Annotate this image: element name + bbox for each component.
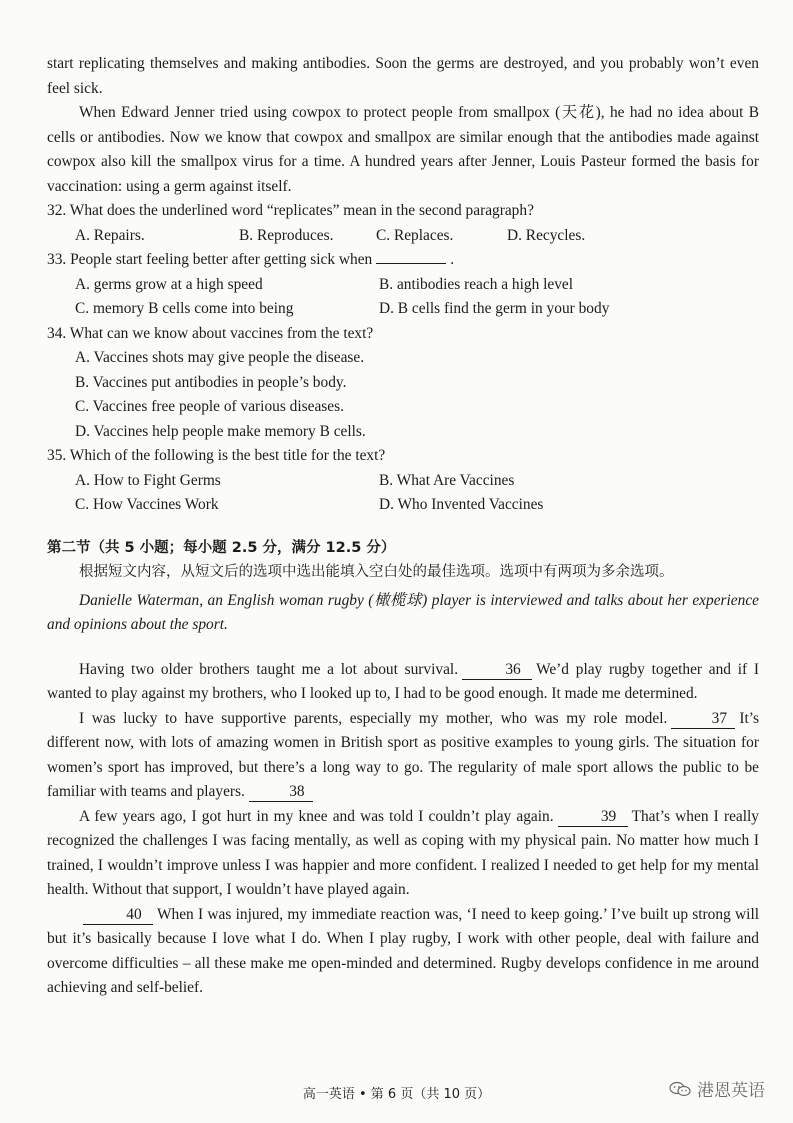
blank-36[interactable]: 36 xyxy=(462,661,532,680)
option-b[interactable]: B. Vaccines put antibodies in people’s body. xyxy=(75,373,347,391)
paragraph-text: It’s different now, with lots of amazing women in British sport as positive examples to young girls. The situation for women’s sport has improved, but there’s a long way to go. The regularity of male sport allows the public to be familiar with teams and players. xyxy=(47,709,759,800)
passage-paragraph-2 xyxy=(47,707,759,805)
paragraph-text: When I was injured, my immediate reaction was, ‘I need to keep going.’ I’ve built up strong will but it’s basically because I love what I do. When I play rugby, I work with other people, deal with failure and overcome difficulties – all these make me open-minded and determined. Rugby develops confidence in me around achieving and self-belief. xyxy=(47,905,759,996)
question-33 xyxy=(47,248,759,322)
options-row xyxy=(47,297,759,322)
question-32 xyxy=(47,199,759,248)
options-row xyxy=(47,469,759,494)
section-instructions: 根据短文内容，从短文后的选项中选出能填入空白处的最佳选项。选项中有两项为多余选项。 xyxy=(79,564,674,580)
question-stem: 35. Which of the following is the best title for the text? xyxy=(47,447,386,464)
blank-37[interactable]: 37 xyxy=(671,710,735,729)
options-row xyxy=(47,493,759,518)
option-c[interactable]: C. How Vaccines Work xyxy=(75,496,219,513)
passage-paragraph-3 xyxy=(47,805,759,903)
blank-40[interactable]: 40 xyxy=(83,906,153,925)
option-a[interactable]: A. How to Fight Germs xyxy=(75,471,221,489)
passage-paragraph-1 xyxy=(47,658,759,707)
option-c[interactable]: C. memory B cells come into being xyxy=(75,300,294,317)
blank-38[interactable]: 38 xyxy=(249,783,313,802)
option-b[interactable]: B. What Are Vaccines xyxy=(379,471,515,489)
question-stem-end: . xyxy=(450,251,455,268)
option-c[interactable]: C. Replaces. xyxy=(376,226,454,244)
options-row xyxy=(47,224,759,249)
question-34 xyxy=(47,322,759,445)
watermark xyxy=(669,1076,765,1101)
paragraph-text: That’s when I really recognized the challenges I was facing mentally, as well as coping with my physical pain. No matter how much I trained, I wouldn’t improve unless I was happier and more confident. I realized I needed to get help for my mental health. Without that support, I wouldn’t have played again. xyxy=(47,807,759,898)
paragraph-text: Having two older brothers taught me a lot about survival. xyxy=(79,660,459,678)
passage-paragraph-continued: start replicating themselves and making antibodies. Soon the germs are destroyed, and you probably won’t even feel sick. xyxy=(47,55,759,97)
option-c[interactable]: C. Vaccines free people of various diseases. xyxy=(75,398,344,415)
option-d[interactable]: D. Recycles. xyxy=(507,226,586,244)
option-d[interactable]: D. B cells find the germ in your body xyxy=(379,300,610,317)
paragraph-text: A few years ago, I got hurt in my knee and was told I couldn’t play again. xyxy=(79,807,554,825)
option-a[interactable]: A. germs grow at a high speed xyxy=(75,275,263,293)
answer-blank[interactable] xyxy=(376,263,446,264)
question-35 xyxy=(47,444,759,518)
question-stem xyxy=(47,248,759,273)
page-footer: 高一英语 • 第 6 页（共 10 页） xyxy=(302,1087,491,1102)
option-b[interactable]: B. antibodies reach a high level xyxy=(379,275,574,293)
option-d[interactable]: D. Vaccines help people make memory B cells. xyxy=(75,422,366,440)
passage-intro: Danielle Waterman, an English woman rugby (橄榄球) player is interviewed and talks about her experience and opinions about the sport. xyxy=(47,591,759,633)
section-heading: 第二节（共 5 小题；每小题 2.5 分，满分 12.5 分） xyxy=(47,539,396,556)
question-stem-text: 33. People start feeling better after getting sick when xyxy=(47,251,373,268)
option-b[interactable]: B. Reproduces. xyxy=(239,226,334,244)
question-stem: 34. What can we know about vaccines from the text? xyxy=(47,324,374,342)
passage-paragraph-jenner: When Edward Jenner tried using cowpox to protect people from smallpox (天花), he had no idea about B cells or antibodies. Now we know that cowpox and smallpox are similar enough that the antibodies made against cowpox also kill the smallpox virus for a time. A hundred years after Jenner, Louis Pasteur formed the basis for vaccination: using a germ against itself. xyxy=(47,104,759,195)
blank-39[interactable]: 39 xyxy=(558,808,628,827)
paragraph-text: I was lucky to have supportive parents, especially my mother, who was my role model. xyxy=(79,709,668,727)
watermark-text: 港恩英语 xyxy=(697,1081,765,1101)
wechat-icon xyxy=(669,1081,691,1097)
question-stem: 32. What does the underlined word “replicates” mean in the second paragraph? xyxy=(47,202,534,219)
option-a[interactable]: A. Repairs. xyxy=(75,226,145,244)
options-row xyxy=(47,273,759,298)
spacer xyxy=(47,638,759,658)
option-d[interactable]: D. Who Invented Vaccines xyxy=(379,496,544,513)
option-a[interactable]: A. Vaccines shots may give people the disease. xyxy=(75,349,365,366)
exam-page xyxy=(47,52,759,1001)
paragraph-text: We’d play rugby together and if I wanted to play against my brothers, who I looked up to, I had to be good enough. It made me determined. xyxy=(47,660,760,702)
passage-paragraph-4 xyxy=(47,903,759,1001)
